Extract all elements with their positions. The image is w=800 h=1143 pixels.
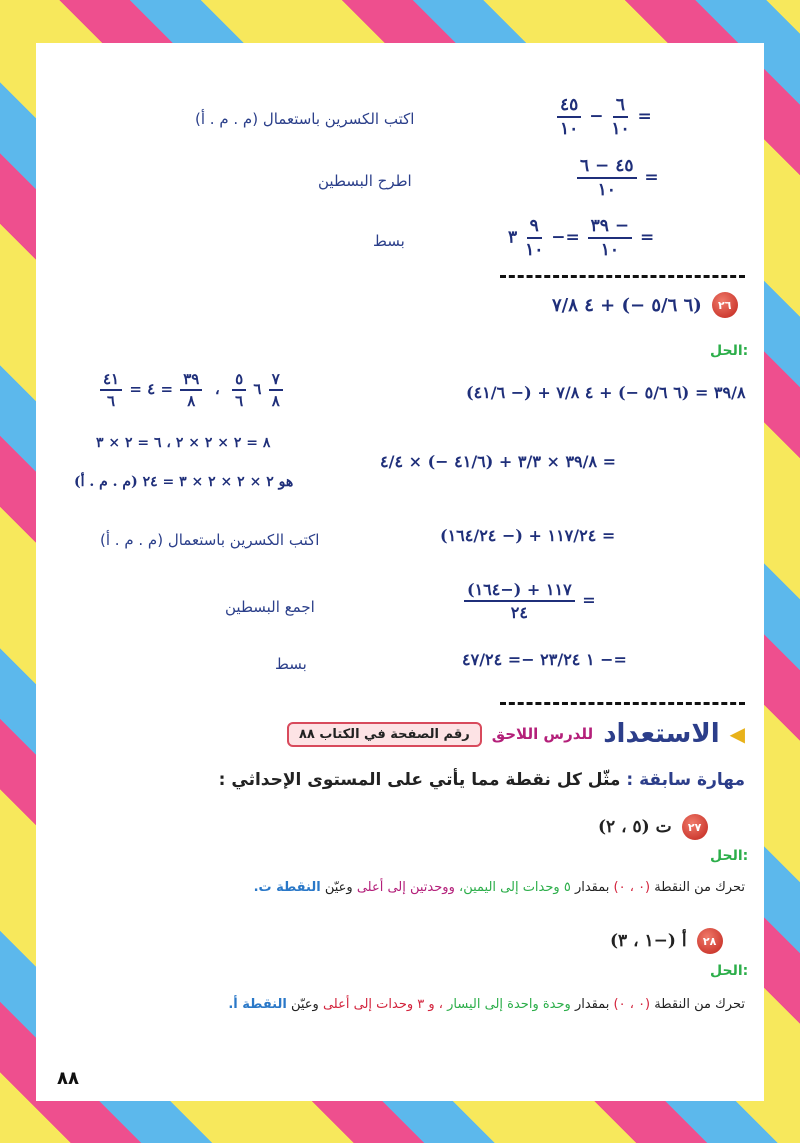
skill-text: مثّل كل نقطة مما يأتي على المستوى الإحداثي : <box>218 770 621 790</box>
question-27 <box>598 814 708 840</box>
step-label-2: اطرح البسطين <box>318 172 412 190</box>
prep-subtitle: للدرس اللاحق <box>491 725 594 743</box>
solution-label: الحل: <box>710 343 749 359</box>
page-number: ٨٨ <box>57 1068 79 1089</box>
step-line-3: ٣ $\frac{٩}{١٠}$ −= $\frac{٣٩ -}{١٠}$ = <box>508 216 655 260</box>
lcm-line-2: (م . م . أ) هو ٢ × ٢ × ٢ × ٣ = ٢٤ <box>74 474 294 490</box>
prep-title: الاستعداد <box>603 719 720 749</box>
question-28 <box>610 928 723 954</box>
question-number-badge: ٢٧ <box>682 814 708 840</box>
solution-step-2: ٣٩/٨ × ٣/٣ + (٤١/٦ −) × ٤/٤ = <box>380 452 617 471</box>
solution-label: الحل: <box>710 963 749 979</box>
question-point: ت (٥ ، ٢) <box>598 817 672 837</box>
page-reference-box: رقم الصفحة في الكتاب ٨٨ <box>287 722 482 747</box>
solution-step-4: $\frac{(١٦٤-) + ١١٧}{٢٤}$ = <box>462 580 596 622</box>
arrow-icon: ◀ <box>729 722 745 746</box>
solution-label: الحل: <box>710 848 749 864</box>
question-point: أ (−١ ، ٣) <box>610 931 687 951</box>
step-label-5: اجمع البسطين <box>225 598 315 616</box>
conversion-line: $\frac{٤١}{٦}$ = ٦ $\frac{٥}{٦}$ ، $\frac{٣٩}{٨}$ = ٤ $\frac{٧}{٨}$ <box>98 370 285 410</box>
question-number-badge: ٢٦ <box>712 292 738 318</box>
divider <box>500 702 745 705</box>
lcm-line-1: ٨ = ٢ × ٢ × ٢ ، ٦ = ٢ × ٣ <box>96 435 271 451</box>
skill-label: مهارة سابقة : <box>626 770 745 790</box>
solution-text-28: تحرك من النقطة (٠ ، ٠) بمقدار وحدة واحدة إلى اليسار ، و ٣ وحدات إلى أعلى وعيّن النقطة أ. <box>228 997 745 1012</box>
divider <box>500 275 745 278</box>
solution-step-5: ١ ٢٣/٢٤ −= ٤٧/٢٤ −= <box>462 650 627 669</box>
question-number-badge: ٢٨ <box>697 928 723 954</box>
question-problem: (٦ ٥/٦ −) + ٤ ٧/٨ <box>552 294 702 316</box>
solution-step-3: (١٦٤/٢٤ −) + ١١٧/٢٤ = <box>440 526 616 545</box>
step-label-4: اكتب الكسرين باستعمال (م . م . أ) <box>100 531 320 549</box>
step-label-6: بسط <box>275 655 307 673</box>
solution-step-1: (٤١/٦ −) + ٣٩/٨ = (٦ ٥/٦ −) + ٤ ٧/٨ <box>466 383 746 402</box>
step-label-1: اكتب الكسرين باستعمال (م . م . أ) <box>195 110 415 128</box>
step-label-3: بسط <box>373 232 405 250</box>
skill-line <box>218 770 745 790</box>
step-line-1: $\frac{٤٥}{١٠}$ − $\frac{٦}{١٠}$ = <box>555 95 652 139</box>
step-line-2: $\frac{٤٥ - ٦}{١٠}$ = <box>575 156 659 200</box>
question-26 <box>552 292 738 318</box>
solution-text-27: تحرك من النقطة (٠ ، ٠) بمقدار ٥ وحدات إلى اليمين، ووحدتين إلى أعلى وعيّن النقطة ت. <box>253 880 745 895</box>
prep-banner <box>200 715 745 753</box>
